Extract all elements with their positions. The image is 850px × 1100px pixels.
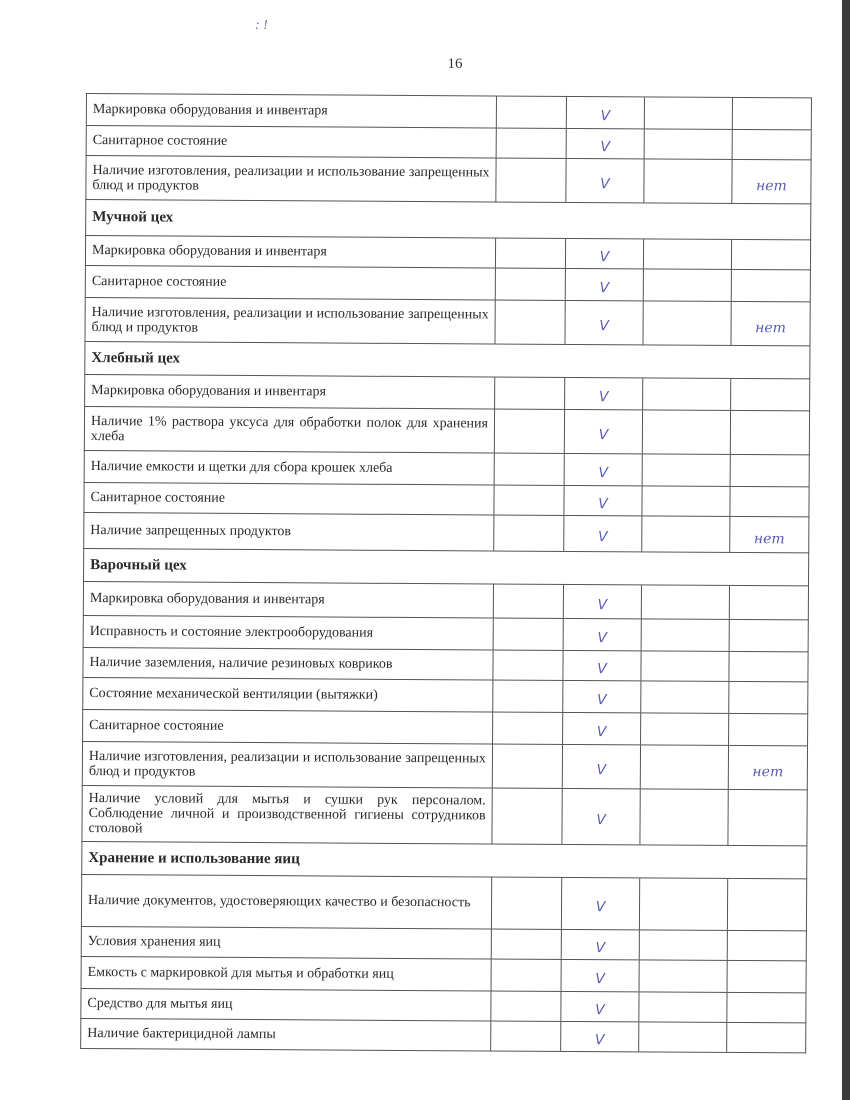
criterion-text: Наличие документов, удостоверяющих качество и безопасность	[82, 875, 492, 929]
checklist-row	[81, 875, 807, 931]
empty-cell	[640, 878, 728, 930]
check-mark-icon: V	[595, 1001, 605, 1018]
inspection-checklist-table	[80, 93, 812, 1053]
empty-cell	[643, 410, 731, 454]
criterion-text: Наличие запрещенных продуктов	[84, 513, 494, 551]
check-mark-icon: V	[596, 723, 607, 740]
check-cell	[563, 681, 641, 712]
empty-cell	[494, 619, 564, 650]
check-mark-icon: V	[600, 175, 610, 192]
criterion-text: Наличие 1% раствора уксуса для обработки полок для хранения хлеба	[85, 407, 495, 453]
note-cell	[729, 652, 807, 681]
section-title: Мучной цех	[92, 209, 174, 226]
empty-cell	[640, 789, 728, 845]
criterion-text: Маркировка оборудования и инвентаря	[86, 236, 496, 268]
checklist-row	[80, 1019, 806, 1053]
empty-cell	[639, 1022, 727, 1052]
check-cell	[566, 159, 644, 202]
section-title: Хлебный цех	[91, 349, 181, 367]
empty-cell	[643, 301, 731, 345]
empty-cell	[493, 712, 563, 743]
section-header	[81, 842, 807, 879]
empty-cell	[493, 680, 563, 711]
empty-cell	[495, 454, 565, 485]
empty-cell	[496, 239, 566, 268]
criterion-text: Емкость с маркировкой для мытья и обработки яиц	[82, 957, 492, 991]
criterion-text: Условия хранения яиц	[82, 927, 492, 959]
note-cell	[727, 993, 805, 1022]
empty-cell	[645, 97, 733, 129]
section-header	[85, 200, 811, 240]
empty-cell	[492, 788, 562, 843]
check-mark-icon: V	[599, 317, 609, 334]
checklist-row	[82, 648, 808, 682]
empty-cell	[496, 269, 566, 300]
criterion-text: Маркировка оборудования и инвентаря	[85, 375, 495, 409]
scan-edge	[842, 0, 850, 1100]
note-cell	[731, 379, 809, 410]
empty-cell	[643, 454, 731, 486]
empty-cell	[497, 97, 567, 128]
check-cell	[561, 1022, 639, 1051]
checklist-row	[85, 236, 811, 270]
checklist-row	[86, 126, 812, 160]
empty-cell	[493, 651, 563, 680]
section-title: Варочный цех	[90, 556, 187, 574]
empty-cell	[642, 619, 730, 651]
check-cell	[566, 239, 644, 268]
criterion-text: Наличие условий для мытья и сушки рук персоналом. Соблюдение личной и производственной гигиены сотрудников столовой	[82, 786, 492, 844]
note-cell	[728, 961, 806, 992]
check-cell	[565, 301, 643, 344]
check-mark-icon: V	[597, 660, 607, 677]
checklist-row	[84, 407, 810, 455]
check-mark-icon: V	[594, 1031, 605, 1048]
criterion-text: Санитарное состояние	[86, 266, 496, 300]
criterion-text: Наличие емкости и щетки для сбора крошек хлеба	[85, 451, 495, 485]
note-cell	[730, 586, 808, 619]
empty-cell	[640, 960, 728, 992]
note-cell	[732, 240, 810, 269]
check-cell	[563, 745, 641, 788]
check-mark-icon: V	[599, 279, 610, 296]
handwritten-note: нет	[755, 177, 787, 194]
checklist-row	[85, 156, 811, 204]
empty-cell	[495, 410, 565, 453]
empty-cell	[491, 991, 561, 1020]
check-cell	[563, 713, 641, 744]
criterion-text: Маркировка оборудования и инвентаря	[87, 94, 497, 128]
note-cell	[728, 931, 806, 960]
check-cell	[563, 651, 641, 680]
check-mark-icon: V	[598, 495, 608, 512]
handwritten-note: нет	[752, 763, 784, 780]
checklist-row	[83, 582, 809, 620]
empty-cell	[644, 239, 732, 269]
note-cell	[731, 302, 809, 345]
empty-cell	[642, 486, 730, 516]
checklist-row	[82, 678, 808, 714]
checklist-row	[85, 266, 811, 302]
empty-cell	[641, 651, 729, 681]
note-cell	[729, 746, 807, 789]
criterion-text: Наличие изготовления, реализации и использование запрещенных блюд и продуктов	[85, 298, 495, 344]
note-cell	[728, 790, 806, 845]
check-mark-icon: V	[596, 761, 607, 778]
check-cell	[567, 129, 645, 158]
empty-cell	[491, 1021, 561, 1050]
check-mark-icon: V	[596, 811, 606, 828]
empty-cell	[494, 486, 564, 515]
criterion-text: Исправность и состояние электрооборудования	[84, 616, 494, 650]
handwritten-note: нет	[753, 530, 785, 547]
check-cell	[564, 486, 642, 515]
empty-cell	[644, 159, 732, 203]
check-mark-icon: V	[599, 248, 610, 265]
empty-cell	[494, 585, 564, 618]
check-cell	[564, 516, 642, 551]
check-cell	[564, 619, 642, 650]
check-cell	[565, 378, 643, 409]
check-cell	[566, 269, 644, 300]
criterion-text: Наличие заземления, наличие резиновых ковриков	[83, 648, 493, 680]
empty-cell	[496, 159, 566, 202]
check-mark-icon: V	[600, 107, 611, 124]
stamp-mark: : !	[255, 18, 268, 33]
note-cell	[729, 714, 807, 745]
criterion-text: Наличие изготовления, реализации и использование запрещенных блюд и продуктов	[83, 742, 493, 788]
empty-cell	[640, 930, 728, 960]
check-mark-icon: V	[596, 691, 607, 708]
checklist-row	[82, 710, 808, 746]
empty-cell	[495, 378, 565, 409]
check-cell	[562, 789, 640, 844]
empty-cell	[645, 129, 733, 159]
criterion-text: Состояние механической вентиляции (вытяжки)	[83, 678, 493, 712]
empty-cell	[492, 959, 562, 990]
section-title: Хранение и использование яиц	[88, 849, 300, 867]
empty-cell	[492, 877, 562, 928]
empty-cell	[492, 929, 562, 958]
empty-cell	[641, 745, 729, 789]
check-cell	[562, 878, 640, 929]
checklist-row	[83, 483, 809, 517]
section-header	[83, 549, 809, 586]
empty-cell	[494, 516, 564, 551]
check-mark-icon: V	[597, 528, 608, 545]
check-mark-icon: V	[595, 939, 606, 956]
empty-cell	[641, 713, 729, 745]
criterion-text: Наличие изготовления, реализации и использование запрещенных блюд и продуктов	[86, 156, 496, 202]
empty-cell	[495, 301, 565, 344]
note-cell	[731, 411, 809, 454]
check-mark-icon: V	[597, 629, 608, 646]
checklist-row	[84, 375, 810, 411]
criterion-text: Средство для мытья яиц	[81, 989, 491, 1021]
note-cell	[730, 517, 808, 552]
check-mark-icon: V	[595, 970, 605, 987]
check-cell	[565, 410, 643, 453]
note-cell	[732, 270, 810, 301]
empty-cell	[644, 269, 732, 301]
check-cell	[567, 97, 645, 128]
checklist-row	[82, 742, 808, 790]
empty-cell	[643, 378, 731, 410]
note-cell	[729, 682, 807, 713]
checklist-row	[86, 93, 812, 130]
criterion-text: Санитарное состояние	[84, 483, 494, 515]
note-cell	[730, 487, 808, 516]
empty-cell	[641, 681, 729, 713]
checklist-row	[81, 927, 807, 961]
check-mark-icon: V	[597, 596, 608, 613]
check-mark-icon: V	[598, 464, 609, 481]
empty-cell	[497, 129, 567, 158]
checklist-row	[81, 957, 807, 993]
empty-cell	[642, 585, 730, 619]
section-header	[84, 342, 810, 379]
check-cell	[564, 585, 642, 618]
checklist-row	[83, 616, 809, 652]
empty-cell	[642, 516, 730, 552]
note-cell	[727, 1023, 805, 1052]
criterion-text: Санитарное состояние	[87, 126, 497, 158]
page-number: 16	[447, 56, 463, 72]
check-cell	[565, 454, 643, 485]
checklist-row	[80, 989, 806, 1023]
note-cell	[730, 620, 808, 651]
empty-cell	[493, 744, 563, 787]
checklist-row	[81, 786, 807, 846]
note-cell	[731, 455, 809, 486]
checklist-row	[83, 513, 809, 553]
handwritten-note: нет	[755, 319, 787, 336]
checklist-row	[84, 298, 810, 346]
criterion-text: Наличие бактерицидной лампы	[81, 1019, 491, 1051]
note-cell	[733, 130, 811, 159]
checklist-row	[84, 451, 810, 487]
note-cell	[733, 98, 811, 129]
check-mark-icon: V	[595, 898, 606, 915]
check-cell	[562, 930, 640, 959]
check-mark-icon: V	[598, 426, 609, 443]
check-mark-icon: V	[598, 388, 609, 405]
note-cell	[732, 160, 810, 203]
check-mark-icon: V	[600, 138, 611, 155]
check-cell	[561, 992, 639, 1021]
criterion-text: Санитарное состояние	[83, 710, 493, 744]
empty-cell	[639, 992, 727, 1022]
check-cell	[562, 960, 640, 991]
note-cell	[728, 879, 806, 930]
criterion-text: Маркировка оборудования и инвентаря	[84, 582, 494, 618]
